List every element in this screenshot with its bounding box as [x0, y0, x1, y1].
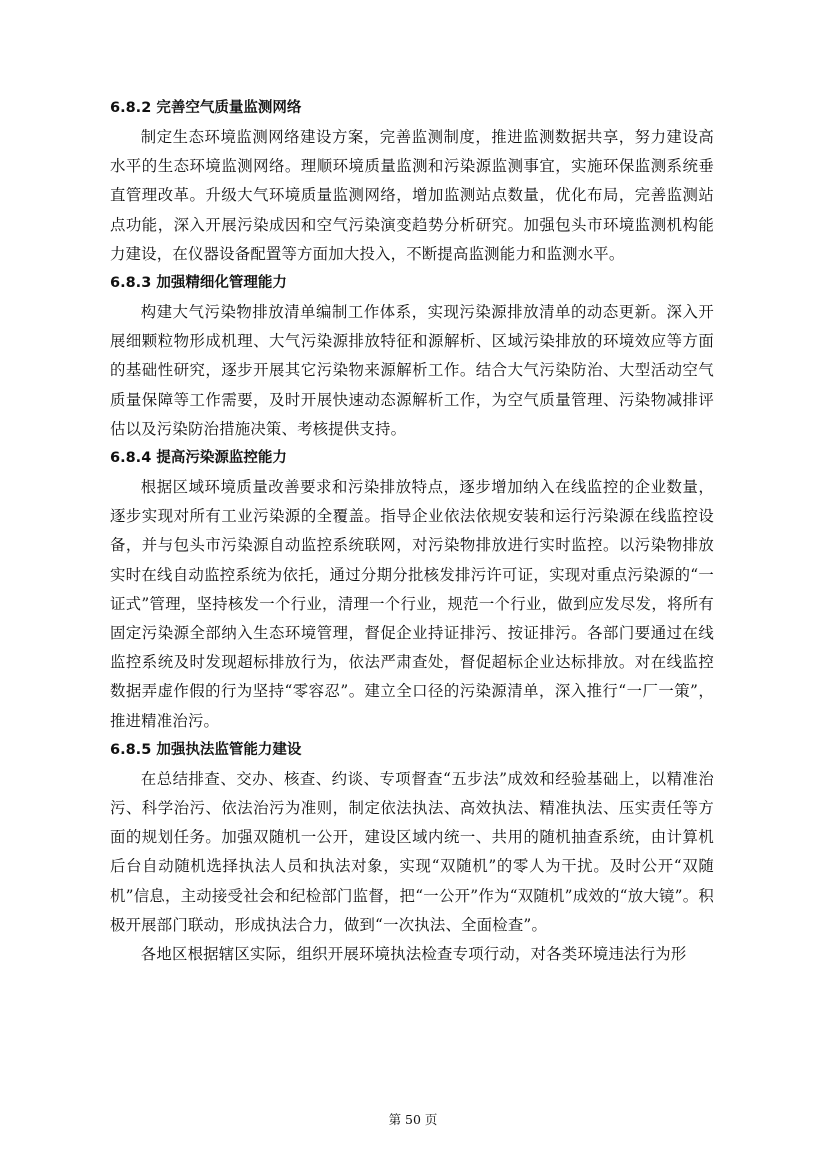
page-content: [110, 94, 714, 969]
paragraph: 各地区根据辖区实际，组织开展环境执法检查专项行动，对各类环境违法行为形: [140, 945, 687, 964]
page-number: 第 50 页: [388, 1112, 438, 1127]
section-heading-6-8-3: 6.8.3 加强精细化管理能力: [110, 275, 287, 292]
section-heading-6-8-4: 6.8.4 提高污染源监控能力: [110, 450, 287, 467]
paragraph: 构建大气污染物排放清单编制工作体系，实现污染源排放清单的动态更新。深入开展细颗粒物形成机理、大气污染源排放特征和源解析、区域污染排放的环境效应等方面的基础性研究，逐步开展其它污染物来源解析工作。结合大气污染防治、大型活动空气质量保障等工作需要，及时开展快速动态源解析工作，为空气质量管理、污染物减排评估以及污染防治措施决策、考核提供支持。: [110, 303, 714, 438]
section-heading-6-8-5: 6.8.5 加强执法监管能力建设: [110, 741, 302, 758]
paragraph: 在总结排查、交办、核查、约谈、专项督查“五步法”成效和经验基础上，以精准治污、科学治污、依法治污为准则，制定依法执法、高效执法、精准执法、压实责任等方面的规划任务。加强双随机一公开，建设区域内统一、共用的随机抽查系统，由计算机后台自动随机选择执法人员和执法对象，实现“双随机”的零人为干扰。及时公开“双随机”信息，主动接受社会和纪检部门监督，把“一公开”作为“双随机”成效的“放大镜”。积极开展部门联动，形成执法合力，做到“一次执法、全面检查”。: [110, 769, 714, 934]
section-heading-6-8-2: 6.8.2 完善空气质量监测网络: [110, 100, 302, 116]
paragraph: 根据区域环境质量改善要求和污染排放特点，逐步增加纳入在线监控的企业数量，逐步实现对所有工业污染源的全覆盖。指导企业依法依规安装和运行污染源在线监控设备，并与包头市污染源自动监控系统联网，对污染物排放进行实时监控。以污染物排放实时在线自动监控系统为依托，通过分期分批核发排污许可证，实现对重点污染源的“一证式”管理，坚持核发一个行业，清理一个行业，规范一个行业，做到应发尽发，将所有固定污染源全部纳入生态环境管理，督促企业持证排污、按证排污。各部门要通过在线监控系统及时发现超标排放行为，依法严肃查处，督促超标企业达标排放。对在线监控数据弄虚作假的行为坚持“零容忍”。建立全口径的污染源清单，深入推行“一厂一策”，推进精准治污。: [110, 478, 714, 730]
paragraph: 制定生态环境监测网络建设方案，完善监测制度，推进监测数据共享，努力建设高水平的生态环境监测网络。理顺环境质量监测和污染源监测事宜，实施环保监测系统垂直管理改革。升级大气环境质量监测网络，增加监测站点数量，优化布局，完善监测站点功能，深入开展污染成因和空气污染演变趋势分析研究。加强包头市环境监测机构能力建设，在仪器设备配置等方面加大投入，不断提高监测能力和监测水平。: [110, 128, 714, 263]
